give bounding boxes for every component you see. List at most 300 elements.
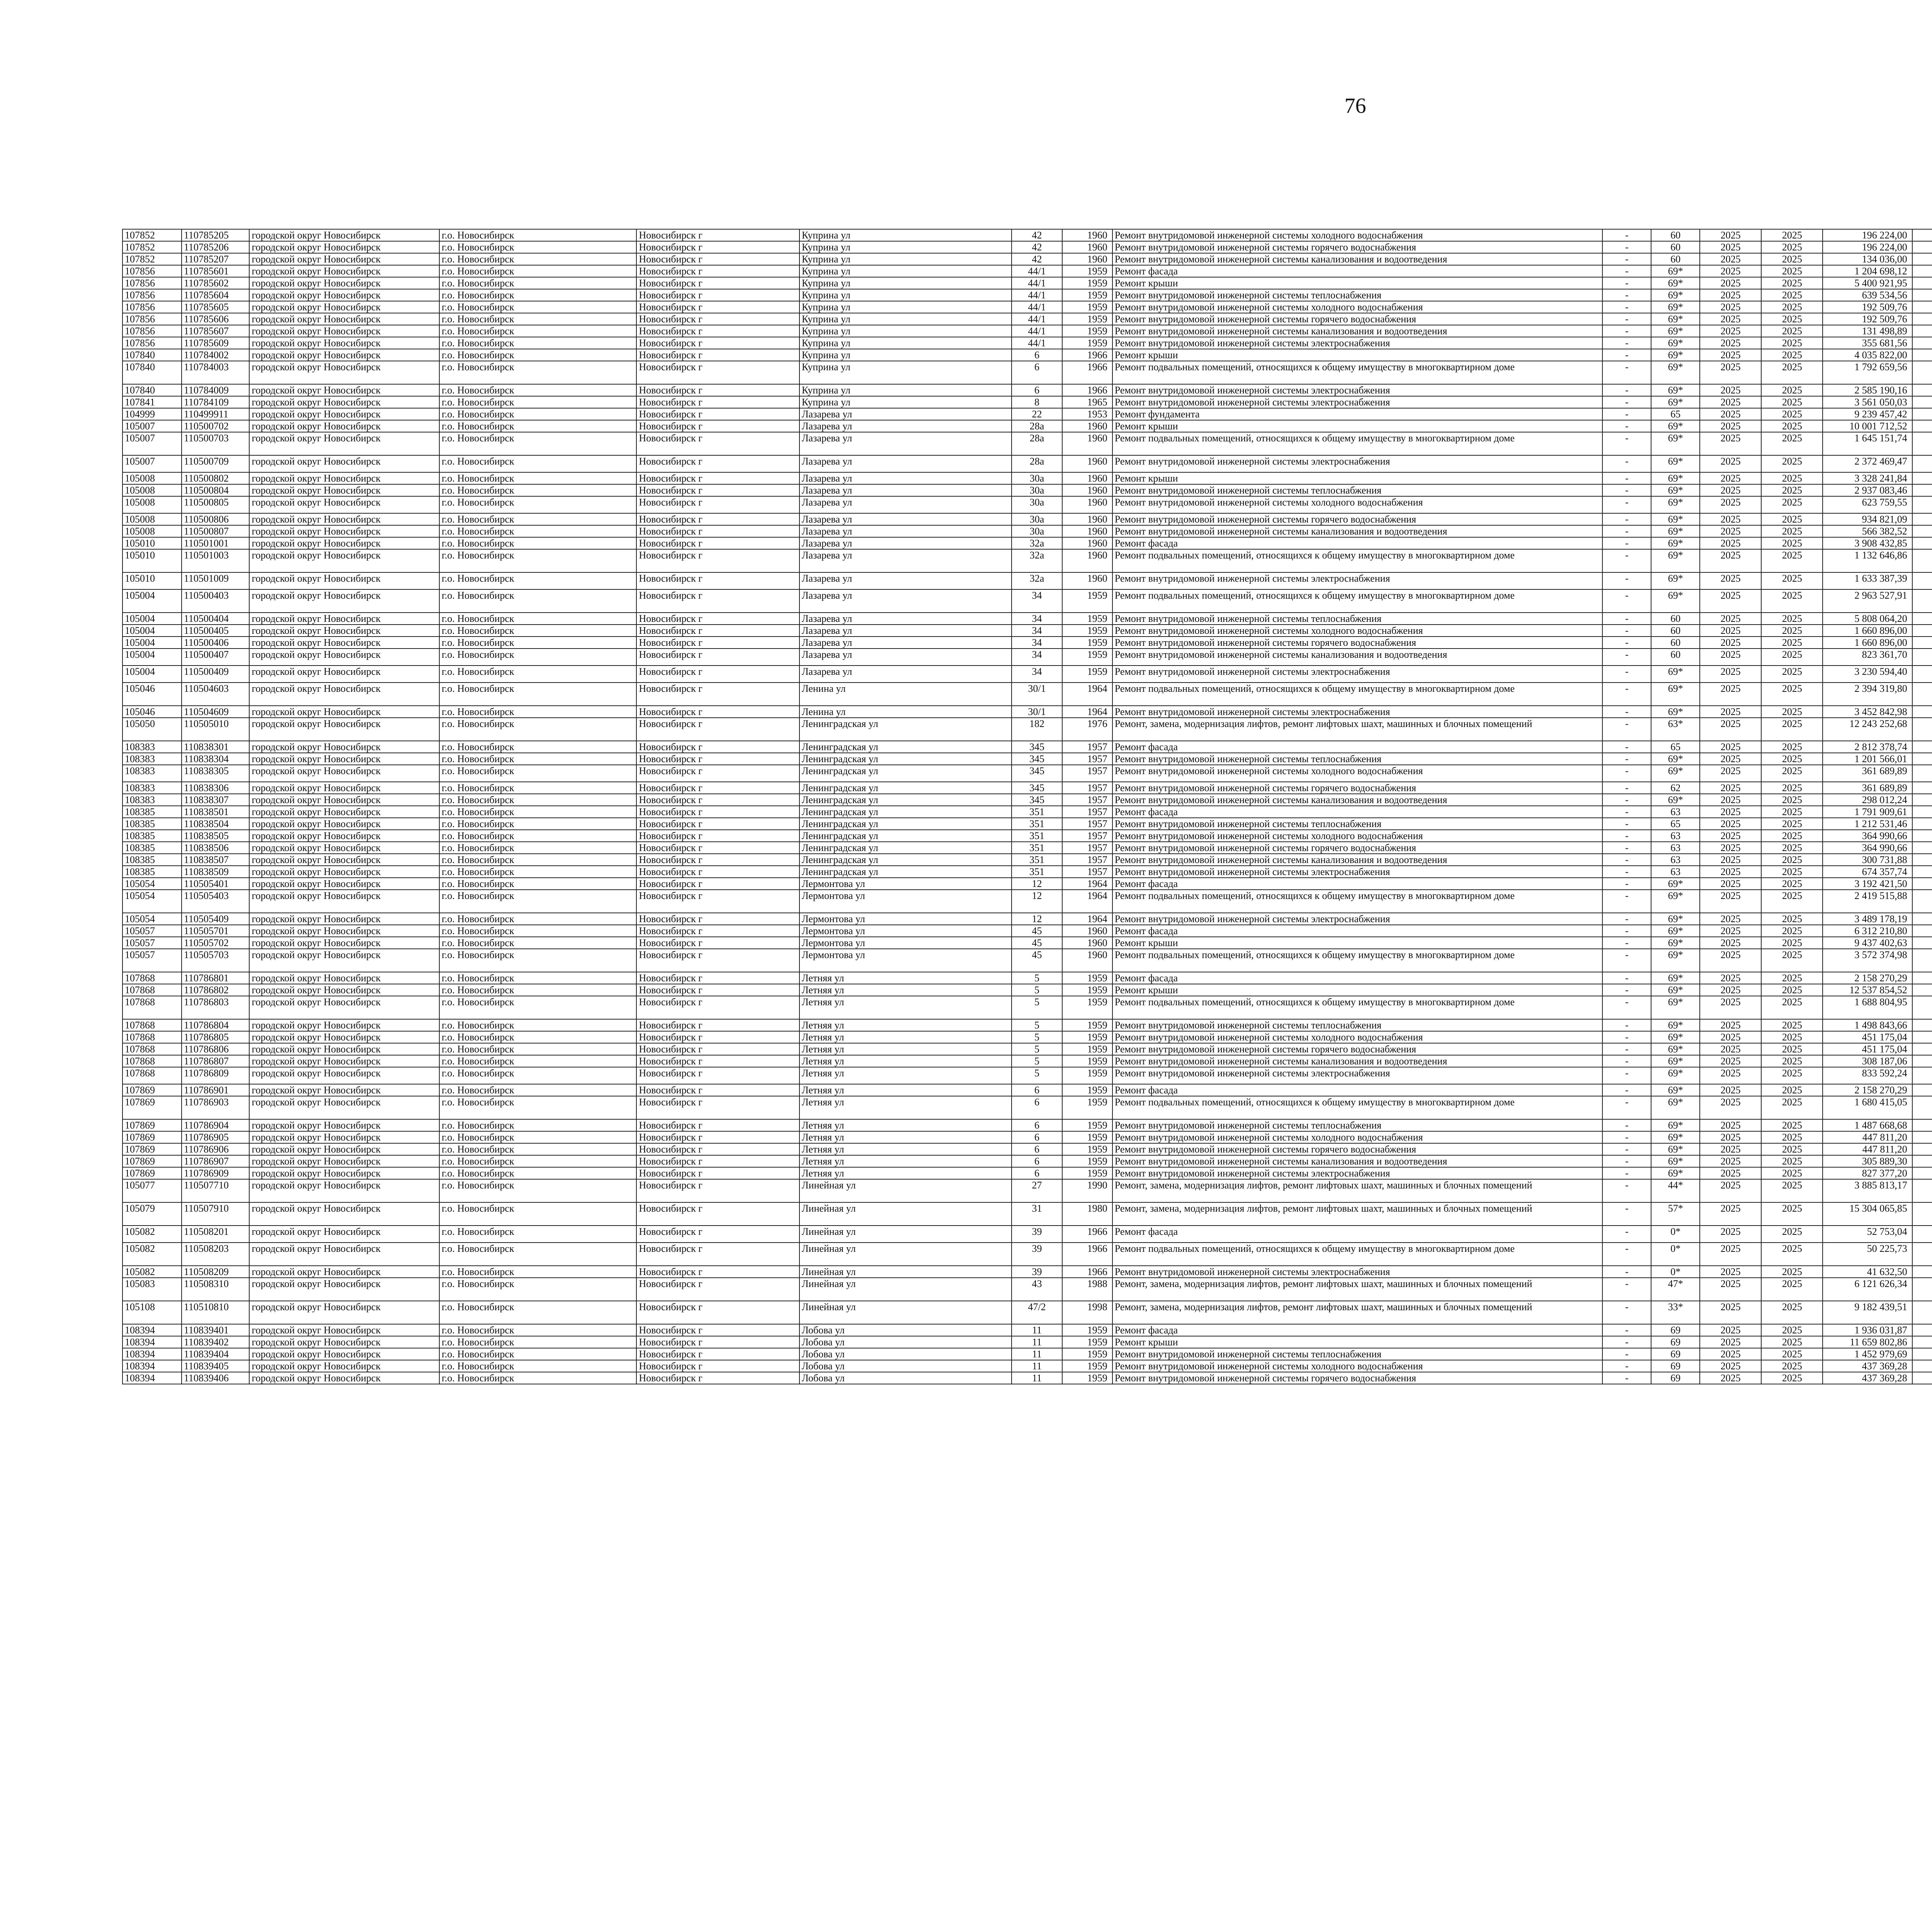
cell-year: 1959: [1062, 1131, 1112, 1143]
cell-street: Летняя ул: [799, 1031, 1012, 1043]
cell-house: 39: [1012, 1226, 1062, 1243]
cell-year: 1980: [1062, 1202, 1112, 1226]
cell-year: 1959: [1062, 1143, 1112, 1155]
cell-year: 1998: [1062, 1301, 1112, 1324]
cell-street: Куприна ул: [799, 265, 1012, 277]
cell-municipality: городской округ Новосибирск: [249, 265, 439, 277]
table-row: [122, 649, 1932, 666]
table-row: [122, 472, 1932, 484]
cell-work: Ремонт внутридомовой инженерной системы горячего водоснабжения: [1112, 1372, 1602, 1384]
cell-work: Ремонт фасада: [1112, 1324, 1602, 1336]
cell-year_from: 2025: [1700, 1360, 1761, 1372]
cell-locality: Новосибирск г: [636, 925, 799, 937]
cell-municipality: городской округ Новосибирск: [249, 996, 439, 1019]
cell-cost_total: 3 561 050,03: [1823, 396, 1912, 408]
cell-street: Линейная ул: [799, 1266, 1012, 1278]
cell-cost_fund: [1912, 432, 1932, 455]
cell-municipality: городской округ Новосибирск: [249, 625, 439, 637]
cell-house: 34: [1012, 649, 1062, 666]
cell-work: Ремонт фасада: [1112, 537, 1602, 549]
cell-cost_fund: [1912, 753, 1932, 765]
cell-year_from: 2025: [1700, 842, 1761, 854]
cell-id: 108385: [122, 806, 182, 818]
table-row: [122, 937, 1932, 949]
cell-house: 6: [1012, 1167, 1062, 1179]
cell-work: Ремонт внутридомовой инженерной системы канализования и водоотведения: [1112, 794, 1602, 806]
cell-cost_fund: [1912, 1031, 1932, 1043]
cell-year_from: 2025: [1700, 741, 1761, 753]
cell-work: Ремонт подвальных помещений, относящихся к общему имуществу в многоквартирном доме: [1112, 361, 1602, 384]
cell-year_from: 2025: [1700, 972, 1761, 984]
cell-cost_total: 41 632,50: [1823, 1266, 1912, 1278]
cell-code: 110786803: [182, 996, 250, 1019]
cell-street: Летняя ул: [799, 996, 1012, 1019]
cell-cost_total: 3 230 594,40: [1823, 666, 1912, 683]
cell-settlement: г.о. Новосибирск: [439, 325, 636, 337]
cell-wear: 69*: [1651, 277, 1700, 289]
cell-settlement: г.о. Новосибирск: [439, 1336, 636, 1348]
cell-municipality: городской округ Новосибирск: [249, 890, 439, 913]
cell-code: 110838504: [182, 818, 250, 830]
cell-settlement: г.о. Новосибирск: [439, 420, 636, 432]
register-body: [122, 229, 1932, 1384]
cell-flag: -: [1602, 496, 1651, 513]
cell-street: Лазарева ул: [799, 649, 1012, 666]
cell-wear: 69*: [1651, 913, 1700, 925]
cell-settlement: г.о. Новосибирск: [439, 1202, 636, 1226]
cell-work: Ремонт внутридомовой инженерной системы холодного водоснабжения: [1112, 625, 1602, 637]
cell-cost_fund: [1912, 1336, 1932, 1348]
cell-settlement: г.о. Новосибирск: [439, 384, 636, 396]
table-row: [122, 1019, 1932, 1031]
cell-year_from: 2025: [1700, 420, 1761, 432]
cell-street: Ленинградская ул: [799, 806, 1012, 818]
cell-street: Лазарева ул: [799, 589, 1012, 613]
cell-year_to: 2025: [1761, 637, 1823, 649]
cell-wear: 63: [1651, 830, 1700, 842]
cell-street: Куприна ул: [799, 301, 1012, 313]
cell-cost_total: 305 889,30: [1823, 1155, 1912, 1167]
cell-house: 42: [1012, 241, 1062, 253]
cell-year_from: 2025: [1700, 325, 1761, 337]
cell-locality: Новосибирск г: [636, 313, 799, 325]
cell-settlement: г.о. Новосибирск: [439, 666, 636, 683]
cell-id: 107856: [122, 289, 182, 301]
cell-flag: -: [1602, 1131, 1651, 1143]
cell-wear: 69*: [1651, 325, 1700, 337]
cell-cost_fund: [1912, 1278, 1932, 1301]
cell-id: 105008: [122, 496, 182, 513]
cell-house: 12: [1012, 890, 1062, 913]
cell-street: Лазарева ул: [799, 572, 1012, 589]
cell-house: 32а: [1012, 549, 1062, 572]
cell-cost_total: 4 035 822,00: [1823, 349, 1912, 361]
cell-code: 110500406: [182, 637, 250, 649]
cell-locality: Новосибирск г: [636, 455, 799, 472]
cell-cost_fund: [1912, 949, 1932, 972]
cell-code: 110839401: [182, 1324, 250, 1336]
cell-locality: Новосибирск г: [636, 1372, 799, 1384]
cell-house: 11: [1012, 1336, 1062, 1348]
cell-municipality: городской округ Новосибирск: [249, 913, 439, 925]
cell-work: Ремонт фасада: [1112, 1084, 1602, 1096]
cell-wear: 60: [1651, 625, 1700, 637]
cell-municipality: городской округ Новосибирск: [249, 1202, 439, 1226]
cell-municipality: городской округ Новосибирск: [249, 277, 439, 289]
cell-cost_total: 1 498 843,66: [1823, 1019, 1912, 1031]
cell-year_from: 2025: [1700, 513, 1761, 525]
cell-locality: Новосибирск г: [636, 666, 799, 683]
cell-flag: -: [1602, 301, 1651, 313]
cell-code: 110500804: [182, 484, 250, 496]
cell-flag: -: [1602, 637, 1651, 649]
cell-cost_total: 9 239 457,42: [1823, 408, 1912, 420]
cell-id: 107840: [122, 361, 182, 384]
cell-locality: Новосибирск г: [636, 866, 799, 878]
cell-street: Лазарева ул: [799, 666, 1012, 683]
table-row: [122, 525, 1932, 537]
cell-wear: 69: [1651, 1324, 1700, 1336]
table-row: [122, 925, 1932, 937]
cell-id: 107840: [122, 384, 182, 396]
cell-id: 105010: [122, 537, 182, 549]
cell-flag: -: [1602, 537, 1651, 549]
cell-locality: Новосибирск г: [636, 513, 799, 525]
cell-cost_total: 437 369,28: [1823, 1360, 1912, 1372]
cell-cost_fund: [1912, 1019, 1932, 1031]
cell-street: Ленина ул: [799, 683, 1012, 706]
cell-settlement: г.о. Новосибирск: [439, 277, 636, 289]
cell-year: 1959: [1062, 337, 1112, 349]
cell-cost_total: 3 328 241,84: [1823, 472, 1912, 484]
cell-year_from: 2025: [1700, 806, 1761, 818]
cell-street: Ленинградская ул: [799, 866, 1012, 878]
cell-locality: Новосибирск г: [636, 972, 799, 984]
cell-code: 110500807: [182, 525, 250, 537]
cell-house: 45: [1012, 949, 1062, 972]
cell-code: 110838305: [182, 765, 250, 782]
table-row: [122, 1031, 1932, 1043]
cell-settlement: г.о. Новосибирск: [439, 337, 636, 349]
cell-cost_fund: [1912, 782, 1932, 794]
cell-locality: Новосибирск г: [636, 408, 799, 420]
cell-settlement: г.о. Новосибирск: [439, 253, 636, 265]
cell-wear: 47*: [1651, 1278, 1700, 1301]
cell-cost_total: 192 509,76: [1823, 313, 1912, 325]
table-row: [122, 625, 1932, 637]
cell-settlement: г.о. Новосибирск: [439, 1301, 636, 1324]
table-row: [122, 384, 1932, 396]
cell-year_to: 2025: [1761, 496, 1823, 513]
cell-work: Ремонт внутридомовой инженерной системы теплоснабжения: [1112, 484, 1602, 496]
cell-flag: -: [1602, 1055, 1651, 1067]
cell-code: 110786801: [182, 972, 250, 984]
cell-id: 107856: [122, 265, 182, 277]
cell-cost_total: 50 225,73: [1823, 1243, 1912, 1266]
cell-settlement: г.о. Новосибирск: [439, 1096, 636, 1119]
cell-work: Ремонт подвальных помещений, относящихся к общему имуществу в многоквартирном доме: [1112, 949, 1602, 972]
cell-cost_total: 3 452 842,98: [1823, 706, 1912, 718]
cell-locality: Новосибирск г: [636, 1019, 799, 1031]
cell-street: Лазарева ул: [799, 613, 1012, 625]
table-row: [122, 806, 1932, 818]
cell-id: 105008: [122, 484, 182, 496]
cell-house: 345: [1012, 741, 1062, 753]
cell-cost_fund: [1912, 683, 1932, 706]
cell-code: 110505701: [182, 925, 250, 937]
cell-code: 110500802: [182, 472, 250, 484]
cell-year: 1957: [1062, 842, 1112, 854]
cell-year_to: 2025: [1761, 666, 1823, 683]
cell-house: 351: [1012, 806, 1062, 818]
table-row: [122, 484, 1932, 496]
cell-house: 8: [1012, 396, 1062, 408]
cell-municipality: городской округ Новосибирск: [249, 384, 439, 396]
cell-street: Лазарева ул: [799, 625, 1012, 637]
cell-year_to: 2025: [1761, 241, 1823, 253]
cell-code: 110838307: [182, 794, 250, 806]
cell-code: 110786806: [182, 1043, 250, 1055]
cell-wear: 69*: [1651, 1067, 1700, 1084]
cell-work: Ремонт внутридомовой инженерной системы канализования и водоотведения: [1112, 1155, 1602, 1167]
cell-street: Лазарева ул: [799, 432, 1012, 455]
cell-flag: -: [1602, 349, 1651, 361]
cell-flag: -: [1602, 866, 1651, 878]
cell-flag: -: [1602, 1336, 1651, 1348]
cell-municipality: городской округ Новосибирск: [249, 1067, 439, 1084]
cell-street: Лермонтова ул: [799, 949, 1012, 972]
cell-street: Линейная ул: [799, 1226, 1012, 1243]
cell-cost_fund: [1912, 1301, 1932, 1324]
cell-work: Ремонт внутридомовой инженерной системы электроснабжения: [1112, 706, 1602, 718]
cell-flag: -: [1602, 937, 1651, 949]
cell-municipality: городской округ Новосибирск: [249, 984, 439, 996]
cell-wear: 62: [1651, 782, 1700, 794]
cell-year_from: 2025: [1700, 949, 1761, 972]
cell-year_to: 2025: [1761, 1055, 1823, 1067]
cell-id: 105008: [122, 472, 182, 484]
cell-year_to: 2025: [1761, 794, 1823, 806]
cell-locality: Новосибирск г: [636, 753, 799, 765]
cell-flag: -: [1602, 1031, 1651, 1043]
cell-year: 1960: [1062, 229, 1112, 241]
cell-work: Ремонт внутридомовой инженерной системы электроснабжения: [1112, 337, 1602, 349]
cell-settlement: г.о. Новосибирск: [439, 996, 636, 1019]
cell-settlement: г.о. Новосибирск: [439, 301, 636, 313]
cell-settlement: г.о. Новосибирск: [439, 455, 636, 472]
cell-municipality: городской округ Новосибирск: [249, 718, 439, 741]
cell-flag: -: [1602, 572, 1651, 589]
cell-settlement: г.о. Новосибирск: [439, 241, 636, 253]
cell-year_from: 2025: [1700, 1131, 1761, 1143]
cell-municipality: городской округ Новосибирск: [249, 613, 439, 625]
table-row: [122, 455, 1932, 472]
cell-id: 107868: [122, 1043, 182, 1055]
cell-locality: Новосибирск г: [636, 842, 799, 854]
cell-work: Ремонт крыши: [1112, 277, 1602, 289]
cell-year_to: 2025: [1761, 1278, 1823, 1301]
cell-year: 1960: [1062, 949, 1112, 972]
cell-year_from: 2025: [1700, 782, 1761, 794]
cell-wear: 69*: [1651, 683, 1700, 706]
cell-settlement: г.о. Новосибирск: [439, 765, 636, 782]
cell-work: Ремонт внутридомовой инженерной системы канализования и водоотведения: [1112, 525, 1602, 537]
cell-year: 1959: [1062, 649, 1112, 666]
cell-year_from: 2025: [1700, 937, 1761, 949]
cell-work: Ремонт внутридомовой инженерной системы холодного водоснабжения: [1112, 301, 1602, 313]
cell-year: 1965: [1062, 396, 1112, 408]
cell-cost_total: 639 534,56: [1823, 289, 1912, 301]
cell-year: 1960: [1062, 537, 1112, 549]
cell-wear: 69*: [1651, 1167, 1700, 1179]
cell-flag: -: [1602, 313, 1651, 325]
cell-year_from: 2025: [1700, 1143, 1761, 1155]
cell-flag: -: [1602, 396, 1651, 408]
cell-cost_total: 1 201 566,01: [1823, 753, 1912, 765]
cell-locality: Новосибирск г: [636, 1226, 799, 1243]
cell-year_to: 2025: [1761, 1096, 1823, 1119]
cell-work: Ремонт внутридомовой инженерной системы горячего водоснабжения: [1112, 313, 1602, 325]
cell-locality: Новосибирск г: [636, 1155, 799, 1167]
cell-year: 1959: [1062, 996, 1112, 1019]
cell-street: Куприна ул: [799, 253, 1012, 265]
table-row: [122, 1084, 1932, 1096]
cell-year: 1959: [1062, 1067, 1112, 1084]
cell-cost_fund: [1912, 1067, 1932, 1084]
cell-street: Линейная ул: [799, 1243, 1012, 1266]
cell-work: Ремонт внутридомовой инженерной системы холодного водоснабжения: [1112, 229, 1602, 241]
cell-code: 110500702: [182, 420, 250, 432]
cell-cost_fund: [1912, 455, 1932, 472]
cell-locality: Новосибирск г: [636, 718, 799, 741]
cell-street: Ленинградская ул: [799, 741, 1012, 753]
cell-code: 110786905: [182, 1131, 250, 1143]
table-row: [122, 1336, 1932, 1348]
cell-year_from: 2025: [1700, 878, 1761, 890]
cell-cost_total: 300 731,88: [1823, 854, 1912, 866]
cell-wear: 60: [1651, 613, 1700, 625]
cell-work: Ремонт внутридомовой инженерной системы холодного водоснабжения: [1112, 765, 1602, 782]
cell-id: 107868: [122, 984, 182, 996]
cell-house: 44/1: [1012, 277, 1062, 289]
cell-flag: -: [1602, 337, 1651, 349]
cell-settlement: г.о. Новосибирск: [439, 513, 636, 525]
cell-code: 110500703: [182, 432, 250, 455]
cell-settlement: г.о. Новосибирск: [439, 396, 636, 408]
cell-id: 107869: [122, 1155, 182, 1167]
cell-work: Ремонт фасада: [1112, 265, 1602, 277]
cell-work: Ремонт внутридомовой инженерной системы горячего водоснабжения: [1112, 782, 1602, 794]
cell-flag: -: [1602, 1360, 1651, 1372]
cell-wear: 65: [1651, 741, 1700, 753]
cell-id: 105004: [122, 649, 182, 666]
cell-street: Лобова ул: [799, 1372, 1012, 1384]
cell-wear: 69*: [1651, 432, 1700, 455]
cell-flag: -: [1602, 1202, 1651, 1226]
cell-municipality: городской округ Новосибирск: [249, 818, 439, 830]
cell-settlement: г.о. Новосибирск: [439, 1167, 636, 1179]
cell-flag: -: [1602, 818, 1651, 830]
cell-year_from: 2025: [1700, 1119, 1761, 1131]
table-row: [122, 613, 1932, 625]
cell-code: 110508209: [182, 1266, 250, 1278]
cell-year_from: 2025: [1700, 1336, 1761, 1348]
table-row: [122, 1043, 1932, 1055]
cell-cost_total: 3 572 374,98: [1823, 949, 1912, 972]
table-row: [122, 1348, 1932, 1360]
cell-settlement: г.о. Новосибирск: [439, 913, 636, 925]
cell-id: 105079: [122, 1202, 182, 1226]
cell-cost_fund: [1912, 718, 1932, 741]
cell-work: Ремонт фасада: [1112, 741, 1602, 753]
cell-street: Лазарева ул: [799, 637, 1012, 649]
cell-house: 6: [1012, 361, 1062, 384]
cell-house: 345: [1012, 782, 1062, 794]
cell-cost_fund: [1912, 484, 1932, 496]
cell-flag: -: [1602, 589, 1651, 613]
cell-work: Ремонт внутридомовой инженерной системы канализования и водоотведения: [1112, 854, 1602, 866]
cell-cost_fund: [1912, 1348, 1932, 1360]
cell-year_from: 2025: [1700, 1084, 1761, 1096]
table-row: [122, 513, 1932, 525]
cell-street: Куприна ул: [799, 241, 1012, 253]
cell-locality: Новосибирск г: [636, 830, 799, 842]
cell-year_to: 2025: [1761, 1179, 1823, 1202]
cell-id: 107868: [122, 1031, 182, 1043]
cell-year_to: 2025: [1761, 866, 1823, 878]
cell-id: 105082: [122, 1243, 182, 1266]
cell-wear: 60: [1651, 241, 1700, 253]
cell-id: 105082: [122, 1266, 182, 1278]
cell-house: 31: [1012, 1202, 1062, 1226]
cell-work: Ремонт подвальных помещений, относящихся к общему имуществу в многоквартирном доме: [1112, 432, 1602, 455]
table-row: [122, 765, 1932, 782]
cell-year: 1960: [1062, 937, 1112, 949]
cell-id: 104999: [122, 408, 182, 420]
cell-work: Ремонт фасада: [1112, 972, 1602, 984]
cell-settlement: г.о. Новосибирск: [439, 613, 636, 625]
cell-cost_fund: [1912, 649, 1932, 666]
cell-code: 110786903: [182, 1096, 250, 1119]
cell-settlement: г.о. Новосибирск: [439, 1131, 636, 1143]
cell-house: 42: [1012, 253, 1062, 265]
table-row: [122, 972, 1932, 984]
cell-year_to: 2025: [1761, 1324, 1823, 1336]
cell-locality: Новосибирск г: [636, 1067, 799, 1084]
cell-street: Лобова ул: [799, 1324, 1012, 1336]
cell-code: 110505702: [182, 937, 250, 949]
cell-settlement: г.о. Новосибирск: [439, 1155, 636, 1167]
cell-id: 105054: [122, 913, 182, 925]
cell-code: 110786904: [182, 1119, 250, 1131]
cell-wear: 69*: [1651, 996, 1700, 1019]
cell-street: Куприна ул: [799, 229, 1012, 241]
cell-cost_fund: [1912, 637, 1932, 649]
cell-municipality: городской округ Новосибирск: [249, 589, 439, 613]
cell-flag: -: [1602, 484, 1651, 496]
cell-year: 1966: [1062, 1266, 1112, 1278]
cell-year_to: 2025: [1761, 1167, 1823, 1179]
cell-code: 110508310: [182, 1278, 250, 1301]
cell-municipality: городской округ Новосибирск: [249, 1372, 439, 1384]
cell-year_from: 2025: [1700, 866, 1761, 878]
cell-settlement: г.о. Новосибирск: [439, 525, 636, 537]
cell-settlement: г.о. Новосибирск: [439, 806, 636, 818]
cell-flag: -: [1602, 794, 1651, 806]
table-row: [122, 537, 1932, 549]
cell-street: Лермонтова ул: [799, 913, 1012, 925]
cell-cost_total: 12 537 854,52: [1823, 984, 1912, 996]
